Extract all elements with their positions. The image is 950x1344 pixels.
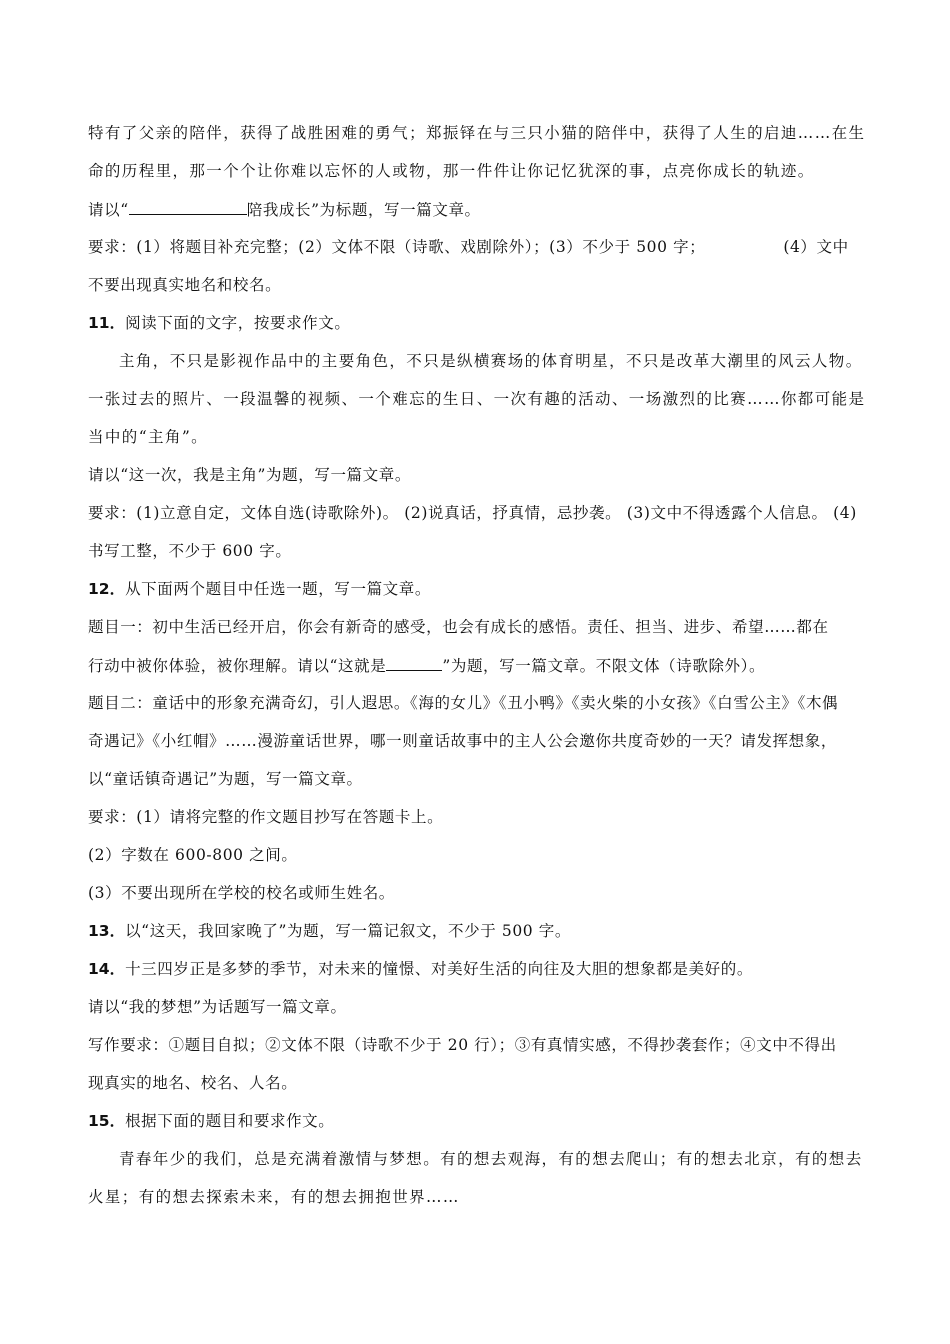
q12-topic-2-line-2: 奇遇记》《小红帽》……漫游童话世界，哪一则童话故事中的主人公会邀你共度奇妙的一天？请发挥想象， [88,732,837,750]
q15-paragraph-line-2: 火星；有的想去探索未来，有的想去拥抱世界…… [88,1188,460,1206]
fill-blank[interactable] [129,199,247,215]
question-number: 12． [88,580,126,598]
q12-requirement-3: (3）不要出现所在学校的校名或师生姓名。 [88,884,395,902]
prev-prompt [88,199,481,220]
q12-topic-1-line-2 [88,655,765,676]
question-title: 根据下面的题目和要求作文。 [125,1112,335,1130]
prev-paragraph-line-2: 命的历程里，那一个个让你难以忘怀的人或物，那一件件让你记忆犹深的事，点亮你成长的轨迹。 [88,162,815,180]
question-13-heading [88,921,571,941]
question-title: 从下面两个题目中任选一题，写一篇文章。 [125,580,431,598]
q12-topic-1-pre: 行动中被你体验，被你理解。请以“这就是 [88,657,387,675]
q11-requirements-line-2: 书写工整，不少于 600 字。 [88,542,292,560]
question-number: 13． [88,922,126,940]
q14-requirements-line-1: 写作要求：①题目自拟；②文体不限（诗歌不少于 20 行）；③有真情实感，不得抄袭套作；④文中不得出 [88,1036,837,1054]
question-12-heading [88,579,431,599]
question-text: 以“这天，我回家晚了”为题，写一篇记叙文，不少于 500 字。 [125,922,571,940]
q14-requirements-line-2: 现真实的地名、校名、人名。 [88,1074,298,1092]
q12-topic-2-line-3: 以“童话镇奇遇记”为题，写一篇文章。 [88,770,363,788]
prev-req-part-a: 要求：(1）将题目补充完整；(2）文体不限（诗歌、戏剧除外）；(3）不少于 500 字； [88,238,706,256]
q11-prompt: 请以“这一次，我是主角”为题，写一篇文章。 [88,466,411,484]
question-title: 阅读下面的文字，按要求作文。 [125,314,351,332]
q12-topic-2-line-1: 题目二：童话中的形象充满奇幻，引人遐思。《海的女儿》《丑小鸭》《卖火柴的小女孩》《白雪公主》《木偶 [88,694,839,712]
question-14-heading [88,959,753,979]
q11-paragraph-line-3: 当中的“主角”。 [88,428,209,446]
q12-requirement-2: (2）字数在 600-800 之间。 [88,846,298,864]
question-number: 15． [88,1112,126,1130]
prev-req-part-b: (4）文中 [783,238,849,256]
fill-blank[interactable] [386,655,442,671]
q11-requirements-line-1: 要求：(1)立意自定，文体自选(诗歌除外)。 (2)说真话，抒真情，忌抄袭。 (3)文中不得透露个人信息。 (4) [88,504,857,522]
prev-requirements-line-2: 不要出现真实地名和校名。 [88,276,282,294]
prev-requirements-line-1 [88,237,849,257]
q12-requirement-1: 要求：(1）请将完整的作文题目抄写在答题卡上。 [88,808,444,826]
prev-paragraph-line-1: 特有了父亲的陪伴，获得了战胜困难的勇气；郑振铎在与三只小猫的陪伴中，获得了人生的启迪……在生 [88,124,866,142]
q14-prompt: 请以“我的梦想”为话题写一篇文章。 [88,998,347,1016]
question-text: 十三四岁正是多梦的季节，对未来的憧憬、对美好生活的向往及大胆的想象都是美好的。 [125,960,753,978]
question-15-heading [88,1111,334,1131]
q11-paragraph-line-1: 主角，不只是影视作品中的主要角色，不只是纵横赛场的体育明星，不只是改革大潮里的风云人物。 [119,352,863,370]
question-number: 14． [88,960,126,978]
prev-prompt-pre: 请以“ [88,201,129,219]
question-11-heading [88,313,350,333]
q12-topic-1-line-1: 题目一：初中生活已经开启，你会有新奇的感受，也会有成长的感悟。责任、担当、进步、希望……都在 [88,618,829,636]
q11-paragraph-line-2: 一张过去的照片、一段温馨的视频、一个难忘的生日、一次有趣的活动、一场激烈的比赛……你都可能是 [88,390,866,408]
question-number: 11． [88,314,126,332]
prev-prompt-post: 陪我成长”为标题，写一篇文章。 [246,201,481,219]
q12-topic-1-post: ”为题，写一篇文章。不限文体（诗歌除外）。 [442,657,766,675]
q15-paragraph-line-1: 青春年少的我们，总是充满着激情与梦想。有的想去观海，有的想去爬山；有的想去北京，有的想去 [119,1150,863,1168]
